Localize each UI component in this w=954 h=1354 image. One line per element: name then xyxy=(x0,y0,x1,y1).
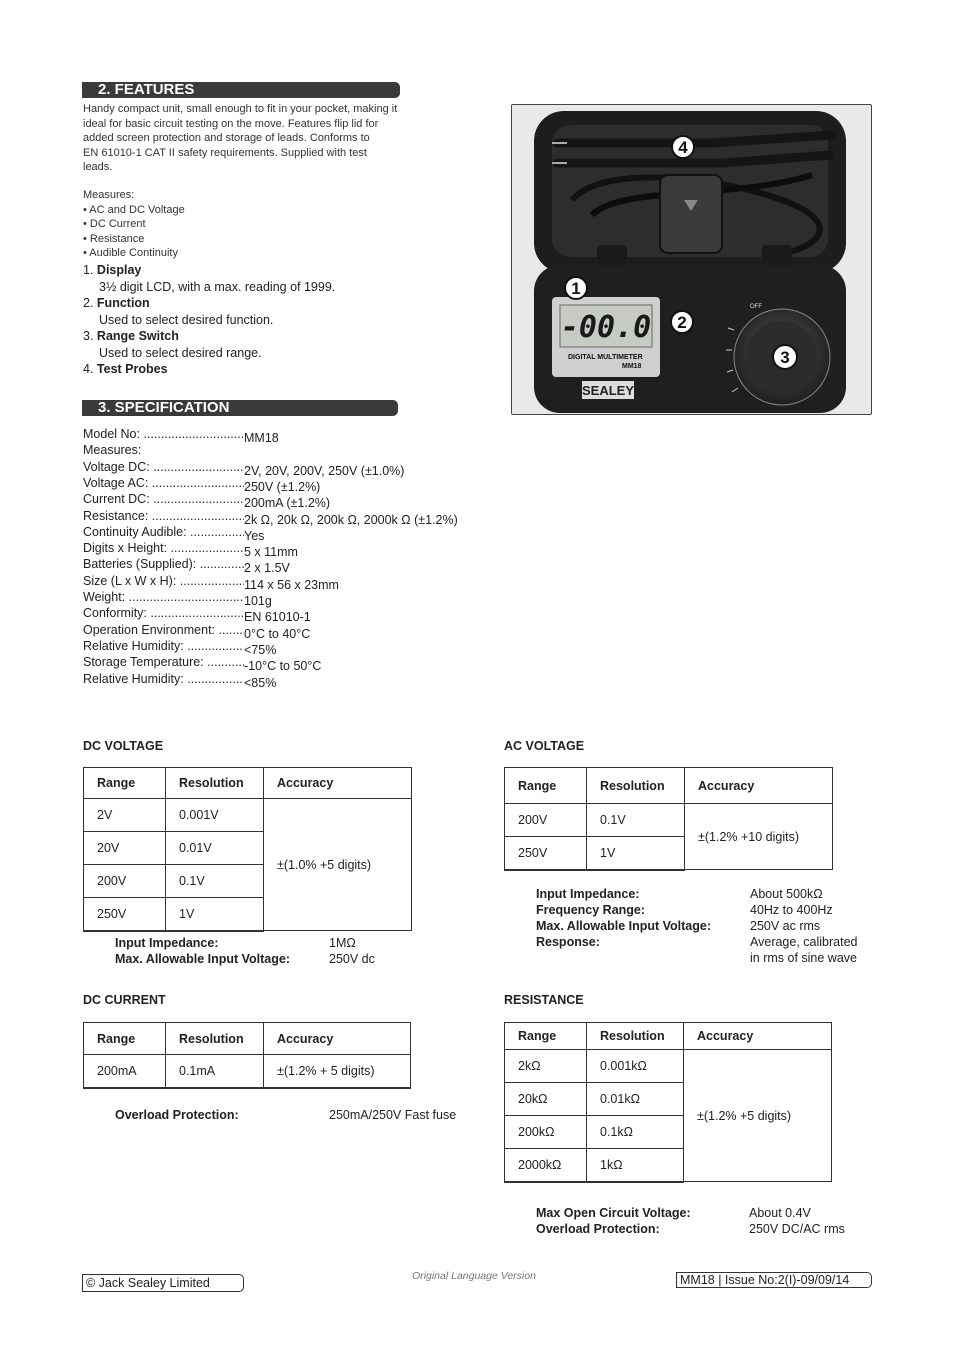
table-row: 2000kΩ 1kΩ xyxy=(505,1149,832,1182)
resistance-table xyxy=(504,1022,832,1183)
col-header: Accuracy xyxy=(264,1023,411,1055)
accuracy-cell: ±(1.0% +5 digits) xyxy=(264,799,412,931)
col-header: Accuracy xyxy=(684,1023,832,1050)
table-row: 2V 0.001V ±(1.0% +5 digits) xyxy=(84,799,412,832)
callout-4 xyxy=(672,136,694,158)
dc-current-title: DC CURRENT xyxy=(83,993,166,1007)
intro-line: EN 61010-1 CAT II safety requirements. Supplied with test xyxy=(83,146,367,159)
spec-key: Weight: ..... xyxy=(83,589,244,605)
spec-value: 5 x 11mm xyxy=(244,545,298,560)
spec-key: Resistance: ..... xyxy=(83,508,244,524)
spec-value: 2k Ω, 20k Ω, 200k Ω, 2000k Ω (±1.2%) xyxy=(244,512,458,527)
callout-3 xyxy=(773,345,797,369)
features-intro xyxy=(83,102,443,175)
table-row: 250V 1V xyxy=(505,837,833,870)
list-item: • Audible Continuity xyxy=(83,247,178,259)
table-row: 2kΩ 0.001kΩ ±(1.2% +5 digits) xyxy=(505,1050,832,1083)
copyright-box: © Jack Sealey Limited xyxy=(82,1274,244,1292)
spec-key: Storage Temperature: ..... xyxy=(83,654,244,670)
spec-key: Size (L x W x H): ..... xyxy=(83,573,244,589)
dc-voltage-notes: Input Impedance: 1MΩ Max. Allowable Input Voltage: 250V dc xyxy=(115,936,375,966)
brand-logo: SEALEY xyxy=(581,383,635,398)
table-row: 200kΩ 0.1kΩ xyxy=(505,1116,832,1149)
spec-value: 114 x 56 x 23mm xyxy=(244,577,339,592)
spec-value: 101g xyxy=(244,594,272,608)
spec-key: Voltage AC: ..... xyxy=(83,475,244,491)
spec-key: Relative Humidity: ..... xyxy=(83,638,244,654)
intro-line: ideal for basic circuit testing on the move. Features flip lid for xyxy=(83,117,379,130)
spec-value: EN 61010-1 xyxy=(244,610,311,625)
feature-item: 3. Range Switch xyxy=(83,329,179,343)
feature-desc: Used to select desired function. xyxy=(99,312,274,327)
spec-value: <75% xyxy=(244,642,277,657)
ac-voltage-table xyxy=(504,767,833,871)
list-item: • Resistance xyxy=(83,232,145,245)
language-note: Original Language Version xyxy=(412,1270,536,1282)
multimeter-illustration xyxy=(512,105,873,416)
resistance-title: RESISTANCE xyxy=(504,993,584,1007)
svg-text:2: 2 xyxy=(677,313,687,332)
off-label: OFF xyxy=(750,304,762,310)
lcd-reading: -00.0 xyxy=(560,310,652,345)
accuracy-cell: ±(1.2% +10 digits) xyxy=(685,804,833,870)
feature-item: 2. Function xyxy=(83,296,150,310)
measures-label: Measures: xyxy=(83,189,135,201)
dc-current-table xyxy=(83,1022,411,1089)
svg-text:4: 4 xyxy=(678,138,688,157)
spec-key: Digits x Height: ..... xyxy=(83,540,244,556)
spec-key: Operation Environment: ..... xyxy=(83,622,244,638)
ac-voltage-title: AC VOLTAGE xyxy=(504,739,585,753)
spec-value: 2V, 20V, 200V, 250V (±1.0%) xyxy=(244,463,405,478)
features-heading: 2. FEATURES xyxy=(82,82,400,98)
col-header: Resolution xyxy=(587,768,685,804)
svg-text:1: 1 xyxy=(571,279,581,298)
intro-line: Handy compact unit, small enough to fit in your pocket, making it xyxy=(83,103,398,115)
spec-value: 2 x 1.5V xyxy=(244,561,290,576)
spec-key: Continuity Audible: ..... xyxy=(83,524,244,540)
spec-value: 250V (±1.2%) xyxy=(244,479,321,494)
device-label: DIGITAL MULTIMETER xyxy=(568,354,643,361)
spec-key: Voltage DC: ..... xyxy=(83,459,244,475)
spec-key: Conformity: ..... xyxy=(83,605,244,621)
feature-desc: 3½ digit LCD, with a max. reading of 1999. xyxy=(99,279,336,294)
list-item: • AC and DC Voltage xyxy=(83,203,185,216)
col-header: Range xyxy=(84,1023,166,1055)
spec-key: Measures: xyxy=(83,443,142,458)
col-header: Range xyxy=(505,768,587,804)
table-row: 20kΩ 0.01kΩ xyxy=(505,1083,832,1116)
col-header: Resolution xyxy=(587,1023,684,1050)
spec-row xyxy=(83,671,276,691)
table-row: 200mA 0.1mA ±(1.2% + 5 digits) xyxy=(84,1055,411,1088)
table-row: 250V 1V xyxy=(84,898,412,931)
dc-voltage-table xyxy=(83,767,412,932)
feature-item: 4. Test Probes xyxy=(83,362,168,376)
callout-2 xyxy=(671,311,693,333)
spec-value: 200mA (±1.2%) xyxy=(244,496,331,511)
measures-list xyxy=(83,188,383,261)
specification-heading: 3. SPECIFICATION xyxy=(82,400,398,416)
spec-key: Current DC: ..... xyxy=(83,491,244,507)
col-header: Resolution xyxy=(166,768,264,799)
callout-1 xyxy=(565,277,587,299)
svg-text:3: 3 xyxy=(780,348,790,367)
col-header: Accuracy xyxy=(685,768,833,804)
resistance-notes: Max Open Circuit Voltage: About 0.4V Overload Protection: 250V DC/AC rms xyxy=(536,1206,845,1236)
spec-key: Model No: ..... xyxy=(83,426,244,442)
feature-item: 1. Display xyxy=(83,263,142,277)
spec-value: <85% xyxy=(244,675,277,690)
device-model: MM18 xyxy=(622,363,642,370)
feature-desc: Used to select desired range. xyxy=(99,345,262,360)
intro-line: leads. xyxy=(83,161,113,173)
accuracy-cell: ±(1.2% +5 digits) xyxy=(684,1050,832,1182)
table-row: 200V 0.1V ±(1.2% +10 digits) xyxy=(505,804,833,837)
features-numbered-list xyxy=(83,262,463,378)
intro-line: added screen protection and storage of leads. Conforms to xyxy=(83,132,370,144)
dc-voltage-title: DC VOLTAGE xyxy=(83,739,164,753)
product-photo xyxy=(511,104,872,415)
spec-key: Batteries (Supplied): ..... xyxy=(83,556,244,572)
list-item: • DC Current xyxy=(83,218,146,230)
ac-voltage-notes: Input Impedance: About 500kΩ Frequency Range: 40Hz to 400Hz Max. Allowable Input Voltage: 250V ac rms Response: Average, calibrated in rms of sine wave xyxy=(536,887,858,965)
col-header: Range xyxy=(505,1023,587,1050)
col-header: Resolution xyxy=(166,1023,264,1055)
spec-key: Relative Humidity: ..... xyxy=(83,671,244,687)
spec-value: -10°C to 50°C xyxy=(244,659,322,674)
spec-value: Yes xyxy=(244,528,265,543)
table-row: 200V 0.1V xyxy=(84,865,412,898)
issue-box: MM18 | Issue No:2(I)-09/09/14 xyxy=(676,1272,872,1288)
spec-value: 0°C to 40°C xyxy=(244,626,311,641)
spec-value: MM18 xyxy=(244,431,279,445)
dc-current-notes: Overload Protection: 250mA/250V Fast fuse xyxy=(115,1108,457,1122)
col-header: Range xyxy=(84,768,166,799)
table-row: 20V 0.01V xyxy=(84,832,412,865)
spec-row xyxy=(83,442,141,458)
col-header: Accuracy xyxy=(264,768,412,799)
